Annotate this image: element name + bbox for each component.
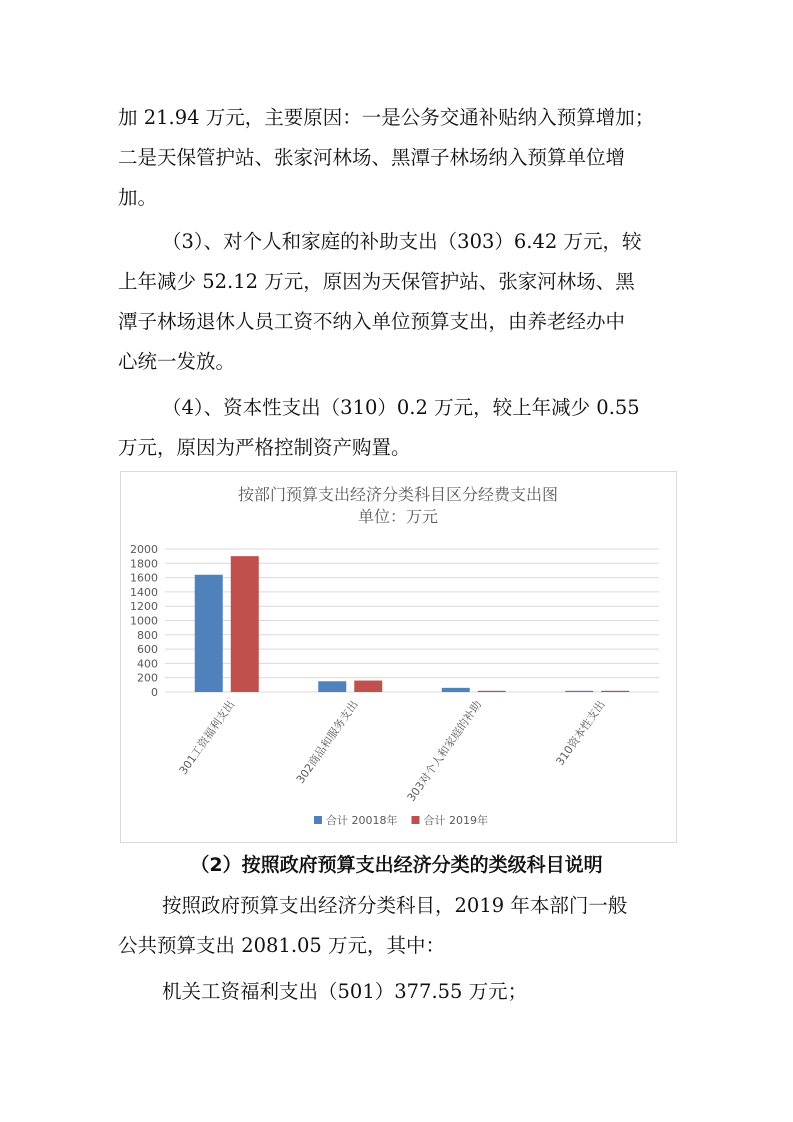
paragraph-wage-welfare xyxy=(118,972,678,1012)
text-line: 加。 xyxy=(118,186,158,209)
section-heading: （2）按照政府预算支出经济分类的类级科目说明 xyxy=(190,854,603,876)
expenditure-chart xyxy=(120,471,677,843)
chart-title: 按部门预算支出经济分类科目区分经费支出图 xyxy=(237,485,559,504)
text-line: 公共预算支出 2081.05 万元，其中： xyxy=(118,934,446,957)
text-line: 潭子林场退休人员工资不纳入单位预算支出，由养老经办中 xyxy=(118,310,626,333)
text-line: （4）、资本性支出（310）0.2 万元，较上年减少 0.55 xyxy=(162,396,640,419)
y-tick-label: 1600 xyxy=(130,571,158,585)
bar xyxy=(318,681,346,692)
bar xyxy=(601,691,629,692)
bar xyxy=(478,691,506,692)
paragraph-public-transport xyxy=(118,98,678,218)
y-tick-label: 200 xyxy=(137,671,158,685)
y-tick-label: 600 xyxy=(137,643,158,657)
bar xyxy=(231,556,259,692)
bar xyxy=(565,691,593,692)
x-category-label: 302商品和服务支出 xyxy=(293,698,361,786)
legend xyxy=(314,813,488,827)
legend-label: 合计 20018年 xyxy=(326,814,398,827)
text-line: 上年减少 52.12 万元，原因为天保管护站、张家河林场、黑 xyxy=(118,270,635,293)
y-tick-label: 1400 xyxy=(130,585,158,599)
text-line: 按照政府预算支出经济分类科目，2019 年本部门一般 xyxy=(162,894,628,917)
y-tick-label: 1200 xyxy=(130,600,158,614)
chart-canvas xyxy=(121,472,676,842)
bar xyxy=(442,688,470,692)
bar-layer xyxy=(195,556,630,692)
paragraph-individual-subsidy xyxy=(118,222,678,382)
text-line: 二是天保管护站、张家河林场、黑潭子林场纳入预算单位增 xyxy=(118,146,626,169)
y-tick-label: 1800 xyxy=(130,557,158,571)
text-line: 万元，原因为严格控制资产购置。 xyxy=(118,436,411,459)
legend-swatch xyxy=(314,816,322,824)
y-tick-label: 400 xyxy=(137,657,158,671)
y-tick-label: 0 xyxy=(151,686,158,699)
paragraph-capital-expenditure xyxy=(118,388,678,468)
text-line: 机关工资福利支出（501）377.55 万元； xyxy=(162,980,528,1003)
y-tick-label: 800 xyxy=(137,628,158,642)
chart-subtitle: 单位：万元 xyxy=(357,507,439,526)
x-category-label: 310资本性支出 xyxy=(553,698,608,768)
text-line: 加 21.94 万元，主要原因：一是公务交通补贴纳入预算增加； xyxy=(118,106,655,129)
text-line: （3）、对个人和家庭的补助支出（303）6.42 万元，较 xyxy=(162,230,642,253)
bar xyxy=(354,681,382,692)
legend-swatch xyxy=(412,816,420,824)
paragraph-economic-classification xyxy=(118,886,678,966)
legend-label: 合计 2019年 xyxy=(423,814,488,827)
y-tick-label: 1000 xyxy=(130,614,158,628)
text-line: 心统一发放。 xyxy=(118,350,236,373)
bar xyxy=(195,575,223,692)
y-tick-label: 2000 xyxy=(130,543,158,556)
x-category-label: 303对个人和家庭的补助 xyxy=(404,698,485,805)
x-category-label: 301工资福利支出 xyxy=(176,698,238,777)
